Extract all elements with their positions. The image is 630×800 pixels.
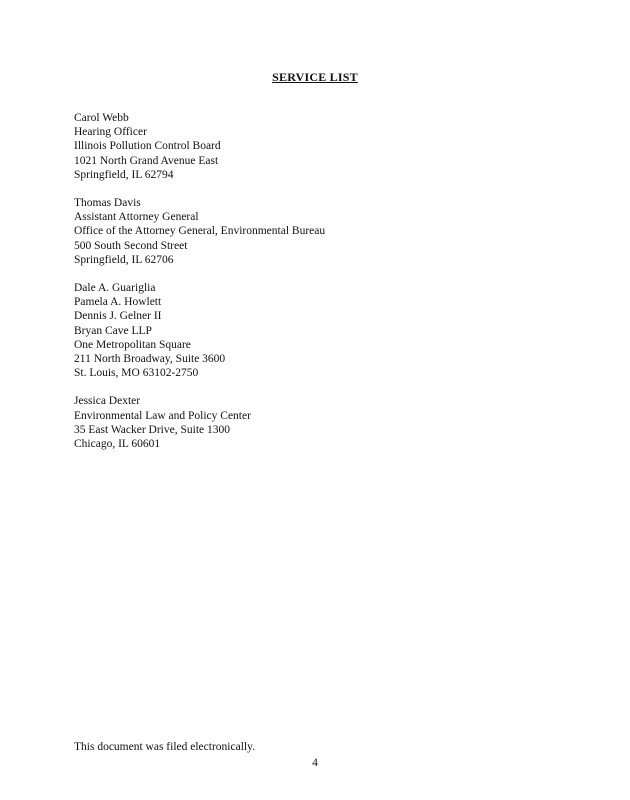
entry-line: 211 North Broadway, Suite 3600: [74, 353, 226, 366]
entry-line: Springfield, IL 62706: [74, 253, 174, 266]
service-entry: [74, 196, 574, 267]
service-entry: [74, 281, 574, 380]
entry-line: Thomas Davis: [74, 197, 141, 210]
service-list-entries: [74, 111, 574, 465]
entry-line: Pamela A. Howlett: [74, 296, 162, 309]
service-entry: [74, 394, 574, 451]
entry-line: Carol Webb: [74, 112, 129, 124]
entry-line: Hearing Officer: [74, 126, 147, 139]
entry-line: 1021 North Grand Avenue East: [74, 154, 219, 167]
entry-line: 35 East Wacker Drive, Suite 1300: [74, 423, 230, 436]
entry-line: St. Louis, MO 63102-2750: [74, 367, 199, 380]
entry-line: One Metropolitan Square: [74, 338, 191, 351]
entry-line: Office of the Attorney General, Environmental Bureau: [74, 225, 326, 238]
entry-line: Dale A. Guariglia: [74, 282, 156, 295]
service-entry: [74, 111, 574, 182]
entry-line: Springfield, IL 62794: [74, 168, 174, 181]
entry-line: Dennis J. Gelner II: [74, 310, 162, 323]
entry-line: Assistant Attorney General: [74, 211, 199, 224]
entry-line: Jessica Dexter: [74, 395, 141, 408]
entry-line: Chicago, IL 60601: [74, 438, 161, 451]
filing-note: This document was filed electronically.: [74, 741, 255, 753]
entry-line: Bryan Cave LLP: [74, 324, 152, 337]
page-title: SERVICE LIST: [272, 70, 358, 84]
page-number: 4: [312, 757, 318, 769]
entry-line: Illinois Pollution Control Board: [74, 140, 221, 153]
entry-line: 500 South Second Street: [74, 239, 188, 252]
entry-line: Environmental Law and Policy Center: [74, 409, 251, 422]
